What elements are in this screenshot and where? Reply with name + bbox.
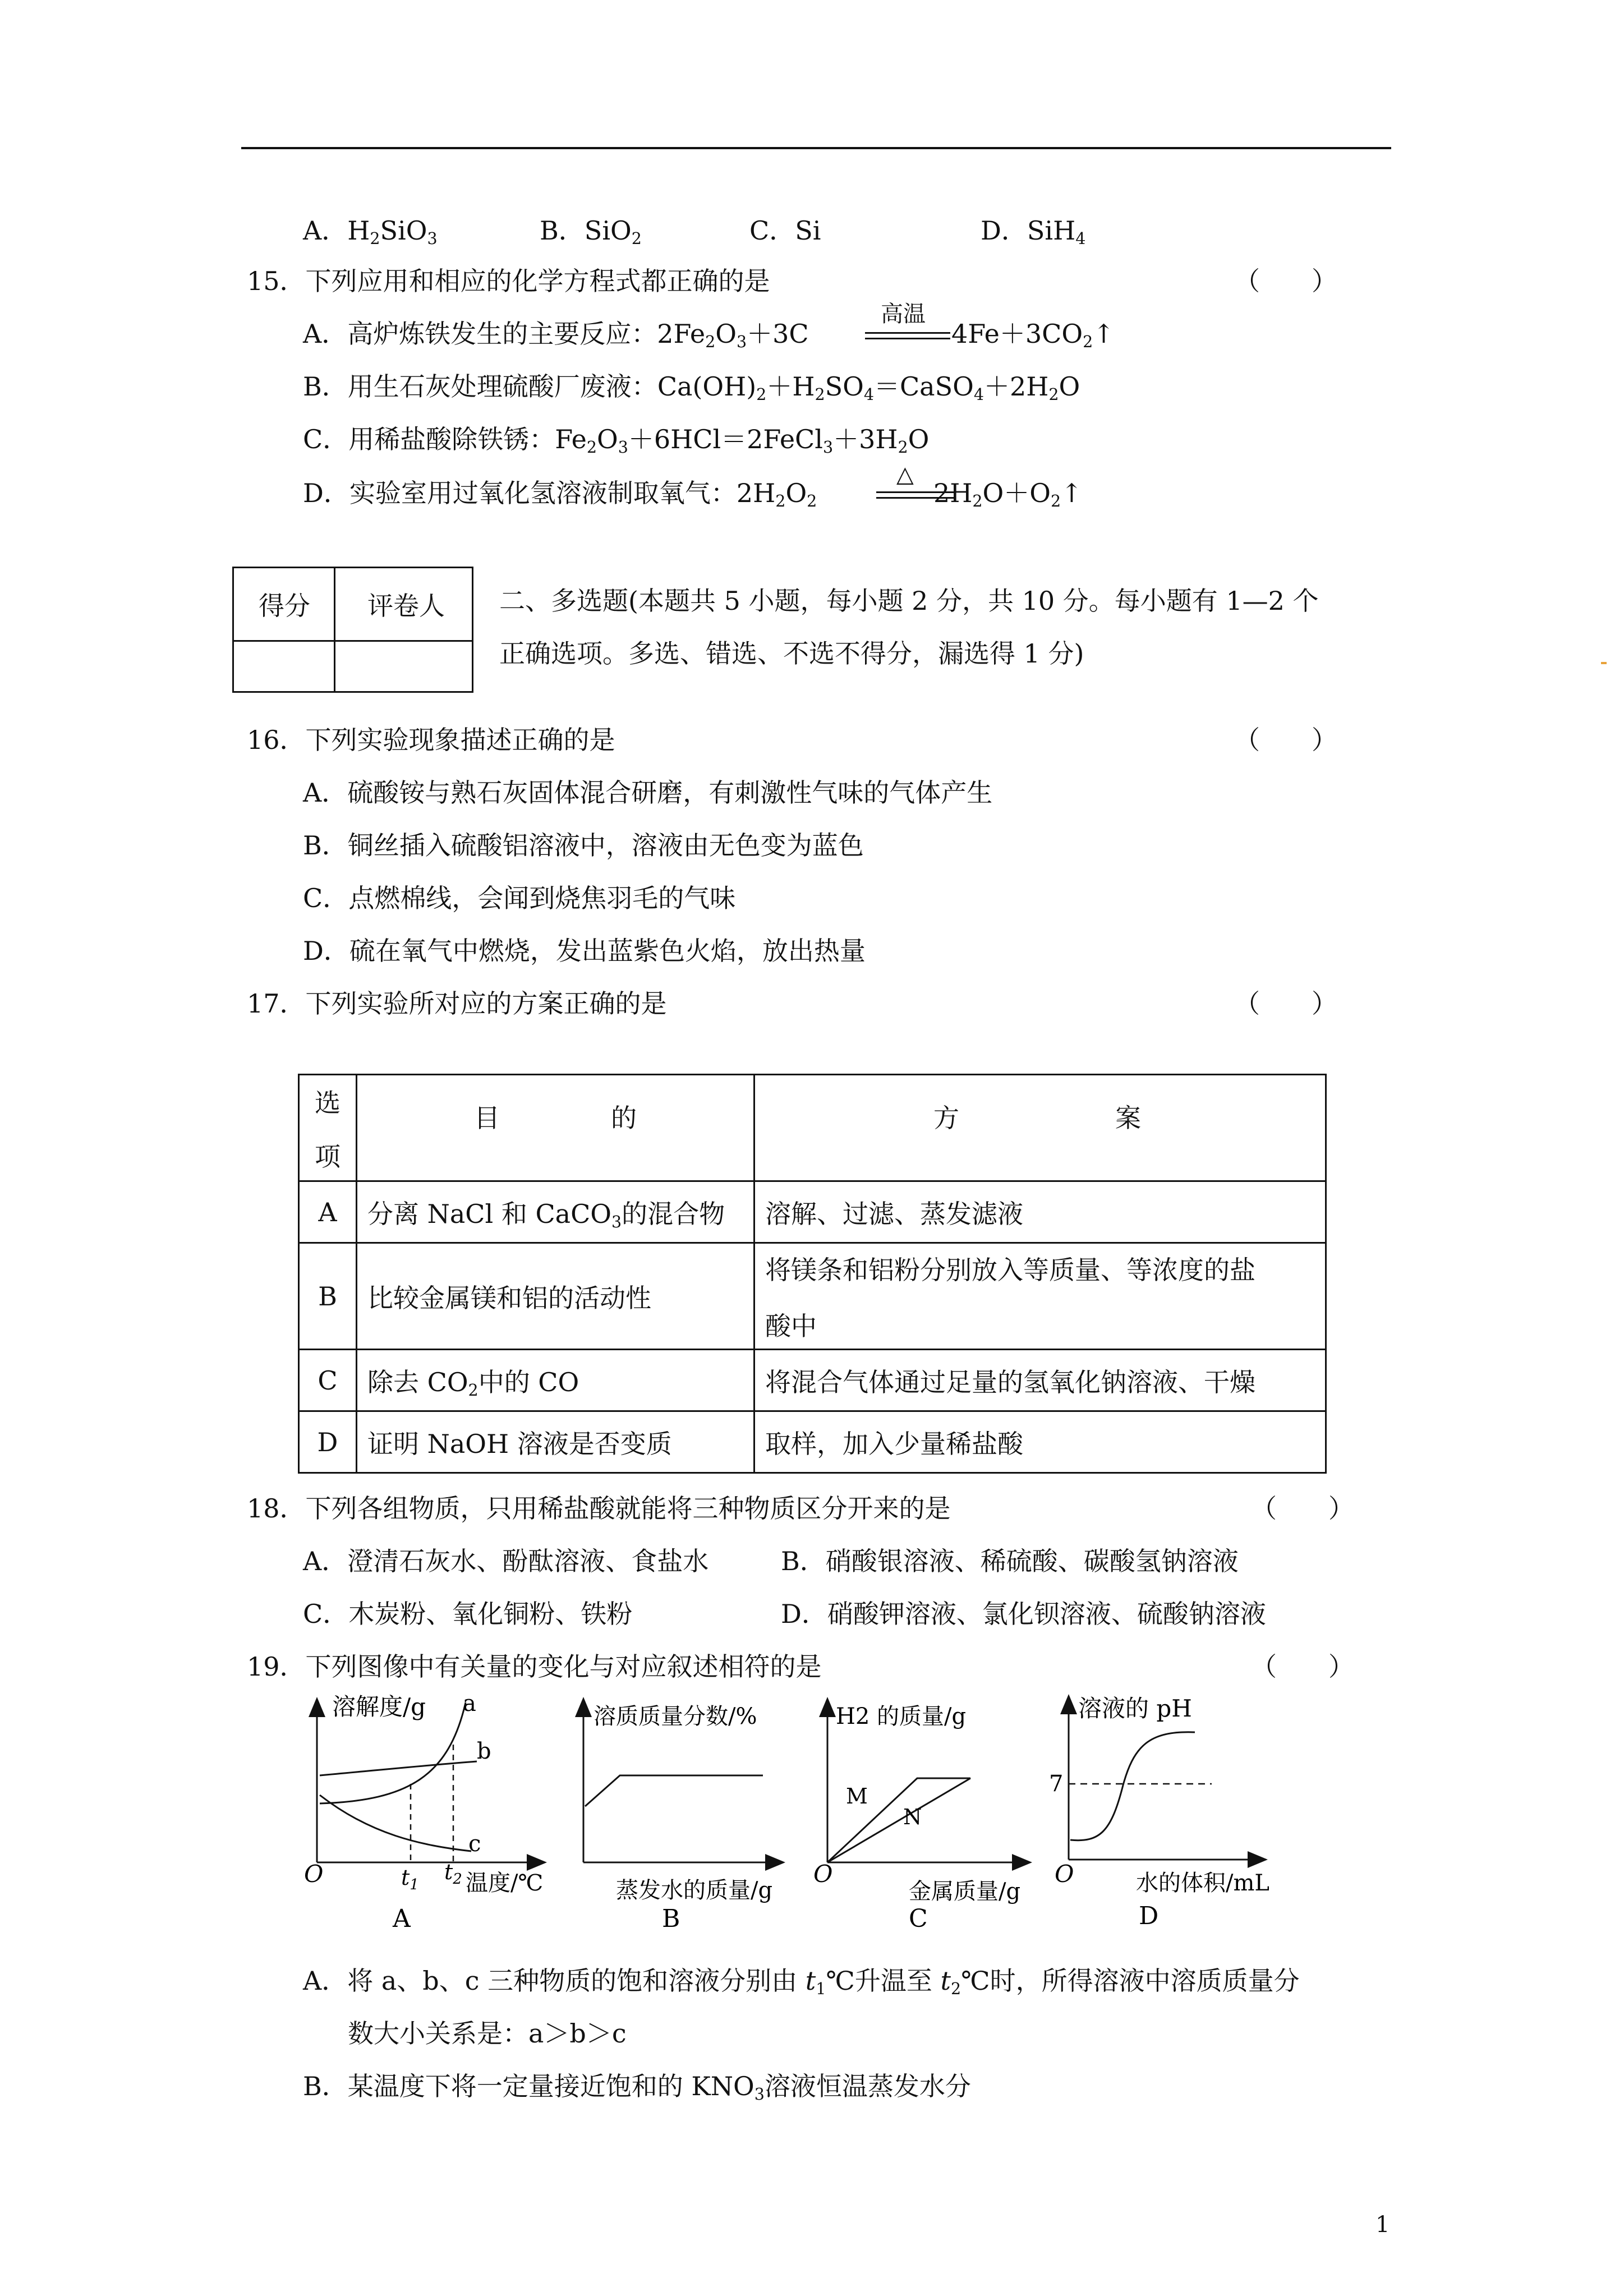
row-c-goal: 除去 $CO_2$中的 CO bbox=[357, 1350, 755, 1411]
q19-option-a-line1: A．将 a、b、c 三种物质的饱和溶液分别由 $t_1℃$升温至 $t_2℃$时，所得溶液中溶质质量分 bbox=[303, 1966, 1300, 1998]
stray-mark bbox=[1601, 662, 1607, 664]
q18-option-b: B．硝酸银溶液、稀硫酸、碳酸氢钠溶液 bbox=[781, 1546, 1239, 1576]
q16-stem: 16．下列实验现象描述正确的是 bbox=[247, 725, 615, 755]
q18-answer-bracket: （ ） bbox=[1251, 1493, 1354, 1524]
q19-option-b: B．某温度下将一定量接近饱和的 $KNO_3$溶液恒温蒸发水分 bbox=[303, 2071, 971, 2104]
row-a-goal: 分离 NaCl 和 CaCO$_3$的混合物 bbox=[357, 1181, 755, 1243]
graph-d bbox=[1032, 1688, 1290, 1930]
q16-option-a: A．硫酸铵与熟石灰固体混合研磨，有刺激性气味的气体产生 bbox=[303, 777, 993, 808]
score-box-vline bbox=[334, 568, 335, 691]
q17-table-header bbox=[299, 1075, 1326, 1181]
q19-stem: 19．下列图像中有关量的变化与对应叙述相符的是 bbox=[247, 1651, 822, 1682]
q18-option-c: C．木炭粉、氧化铜粉、铁粉 bbox=[303, 1599, 633, 1629]
graph-b-ylabel: 溶质质量分数/% bbox=[594, 1704, 757, 1729]
graph-d-origin: O bbox=[1055, 1860, 1074, 1888]
row-c-plan: 将混合气体通过足量的氢氧化钠溶液、干燥 bbox=[755, 1350, 1326, 1411]
section2-title-line2: 正确选项。多选、错选、不选不得分，漏选得 1 分) bbox=[499, 638, 1084, 669]
graph-b-caption: B bbox=[662, 1904, 680, 1932]
header-option-2: 项 bbox=[315, 1141, 341, 1172]
q15-option-d: D．实验室用过氧化氢溶液制取氧气：$2H_2O_2$ bbox=[303, 478, 817, 510]
ph-curve bbox=[1070, 1732, 1195, 1841]
row-b-goal: 比较金属镁和铝的活动性 bbox=[357, 1243, 755, 1350]
header-goal-2: 的 bbox=[611, 1103, 637, 1133]
t1-label: $t_1$ bbox=[401, 1865, 419, 1893]
header-option bbox=[299, 1075, 357, 1181]
graph-c-origin: O bbox=[813, 1860, 833, 1888]
t2-label: $t_2$ bbox=[444, 1860, 462, 1888]
series-b-label: b bbox=[477, 1738, 491, 1764]
q15-answer-bracket: （ ） bbox=[1234, 266, 1337, 296]
q17-stem: 17．下列实验所对应的方案正确的是 bbox=[247, 988, 667, 1019]
table-row bbox=[299, 1411, 1326, 1473]
q14-option-c: C．Si bbox=[749, 215, 821, 246]
score-box bbox=[232, 567, 473, 693]
q17-table bbox=[298, 1074, 1327, 1474]
q15-a-condition: 高温 bbox=[881, 301, 926, 327]
graph-c-caption: C bbox=[909, 1904, 928, 1932]
row-a-option: A bbox=[299, 1181, 357, 1243]
q15-stem: 15．下列应用和相应的化学方程式都正确的是 bbox=[247, 266, 770, 296]
header-rule bbox=[241, 147, 1391, 149]
header-plan bbox=[755, 1075, 1326, 1181]
table-row bbox=[299, 1243, 1326, 1350]
q15-d-products: $2H_2O+O_2↑$ bbox=[933, 478, 1083, 510]
header-plan-2: 案 bbox=[1115, 1103, 1141, 1133]
q16-option-d: D．硫在氧气中燃烧，发出蓝紫色火焰，放出热量 bbox=[303, 936, 866, 966]
graph-a bbox=[297, 1691, 561, 1932]
graph-b bbox=[567, 1691, 802, 1932]
row-a-plan: 溶解、过滤、蒸发滤液 bbox=[755, 1181, 1326, 1243]
q16-answer-bracket: （ ） bbox=[1234, 725, 1337, 755]
graph-d-ylabel: 溶液的 pH bbox=[1078, 1695, 1192, 1722]
row-b-plan: 将镁条和铝粉分别放入等质量、等浓度的盐 酸中 bbox=[755, 1243, 1326, 1350]
graph-a-xlabel: 温度/℃ bbox=[466, 1870, 544, 1896]
graph-a-caption: A bbox=[393, 1904, 411, 1932]
series-a-label: a bbox=[463, 1691, 476, 1717]
section2-title-line1: 二、多选题(本题共 5 小题，每小题 2 分，共 10 分。每小题有 1—2 个 bbox=[499, 586, 1319, 616]
q18-stem: 18．下列各组物质，只用稀盐酸就能将三种物质区分开来的是 bbox=[247, 1493, 951, 1524]
header-option-1: 选 bbox=[315, 1087, 341, 1118]
header-plan-1: 方 bbox=[933, 1103, 959, 1133]
row-c-option: C bbox=[299, 1350, 357, 1411]
row-d-option: D bbox=[299, 1411, 357, 1473]
q15-option-c: C．用稀盐酸除铁锈：$Fe_2O_3+6HCl=2FeCl_3+3H_2O$ bbox=[303, 424, 930, 457]
q15-d-condition: △ bbox=[896, 462, 914, 487]
q14-option-b: B．SiO$_2$ bbox=[540, 215, 642, 248]
graph-c bbox=[802, 1691, 1038, 1932]
series-m-label: M bbox=[846, 1784, 868, 1809]
q16-option-b: B．铜丝插入硫酸铝溶液中，溶液由无色变为蓝色 bbox=[303, 830, 864, 861]
curve-c bbox=[320, 1795, 471, 1851]
page-number: 1 bbox=[1375, 2212, 1390, 2238]
graph-a-ylabel: 溶解度/g bbox=[332, 1693, 426, 1720]
q18-option-d: D．硝酸钾溶液、氯化钡溶液、硫酸钠溶液 bbox=[781, 1599, 1266, 1629]
row-d-goal: 证明 NaOH 溶液是否变质 bbox=[357, 1411, 755, 1473]
series-n-label: N bbox=[903, 1805, 922, 1829]
q19-answer-bracket: （ ） bbox=[1251, 1651, 1354, 1682]
score-box-hline bbox=[234, 640, 472, 642]
graph-a-origin: O bbox=[304, 1860, 324, 1888]
graph-d-xlabel: 水的体积/mL bbox=[1136, 1870, 1269, 1896]
row-b-option: B bbox=[299, 1243, 357, 1350]
q16-option-c: C．点燃棉线，会闻到烧焦羽毛的气味 bbox=[303, 883, 736, 913]
graph-b-xlabel: 蒸发水的质量/g bbox=[616, 1878, 773, 1903]
header-goal bbox=[357, 1075, 755, 1181]
header-goal-1: 目 bbox=[474, 1103, 500, 1133]
series-c-label: c bbox=[468, 1831, 481, 1857]
grader-label: 评卷人 bbox=[367, 591, 445, 621]
q15-a-equals-bottom bbox=[865, 338, 950, 339]
row-d-plan: 取样，加入少量稀盐酸 bbox=[755, 1411, 1326, 1473]
graph-d-caption: D bbox=[1139, 1902, 1159, 1930]
q15-option-b: B．用生石灰处理硫酸厂废液：$Ca(OH)_2+H_2SO_4=CaSO_4+2H_2O$ bbox=[303, 371, 1080, 404]
score-label: 得分 bbox=[259, 591, 310, 621]
graph-c-xlabel: 金属质量/g bbox=[909, 1879, 1021, 1904]
q19-option-a-line2: 数大小关系是：a＞b＞c bbox=[348, 2018, 627, 2049]
graph-c-ylabel: H2 的质量/g bbox=[836, 1704, 967, 1729]
q17-answer-bracket: （ ） bbox=[1234, 988, 1337, 1019]
q15-option-a: A．高炉炼铁发生的主要反应：$2Fe_2O_3+3C$ bbox=[303, 319, 809, 351]
q14-option-d: D．SiH$_4$ bbox=[981, 215, 1086, 248]
table-row bbox=[299, 1181, 1326, 1243]
graph-b-line bbox=[585, 1775, 763, 1806]
table-row bbox=[299, 1350, 1326, 1411]
q15-a-products: $4Fe+3CO_2↑$ bbox=[951, 319, 1115, 351]
q18-option-a: A．澄清石灰水、酚酞溶液、食盐水 bbox=[303, 1546, 709, 1576]
q14-option-a: A．$H_2SiO_3$ bbox=[303, 215, 438, 248]
ph7-label: 7 bbox=[1049, 1771, 1064, 1797]
q15-a-equals-top bbox=[865, 332, 950, 334]
